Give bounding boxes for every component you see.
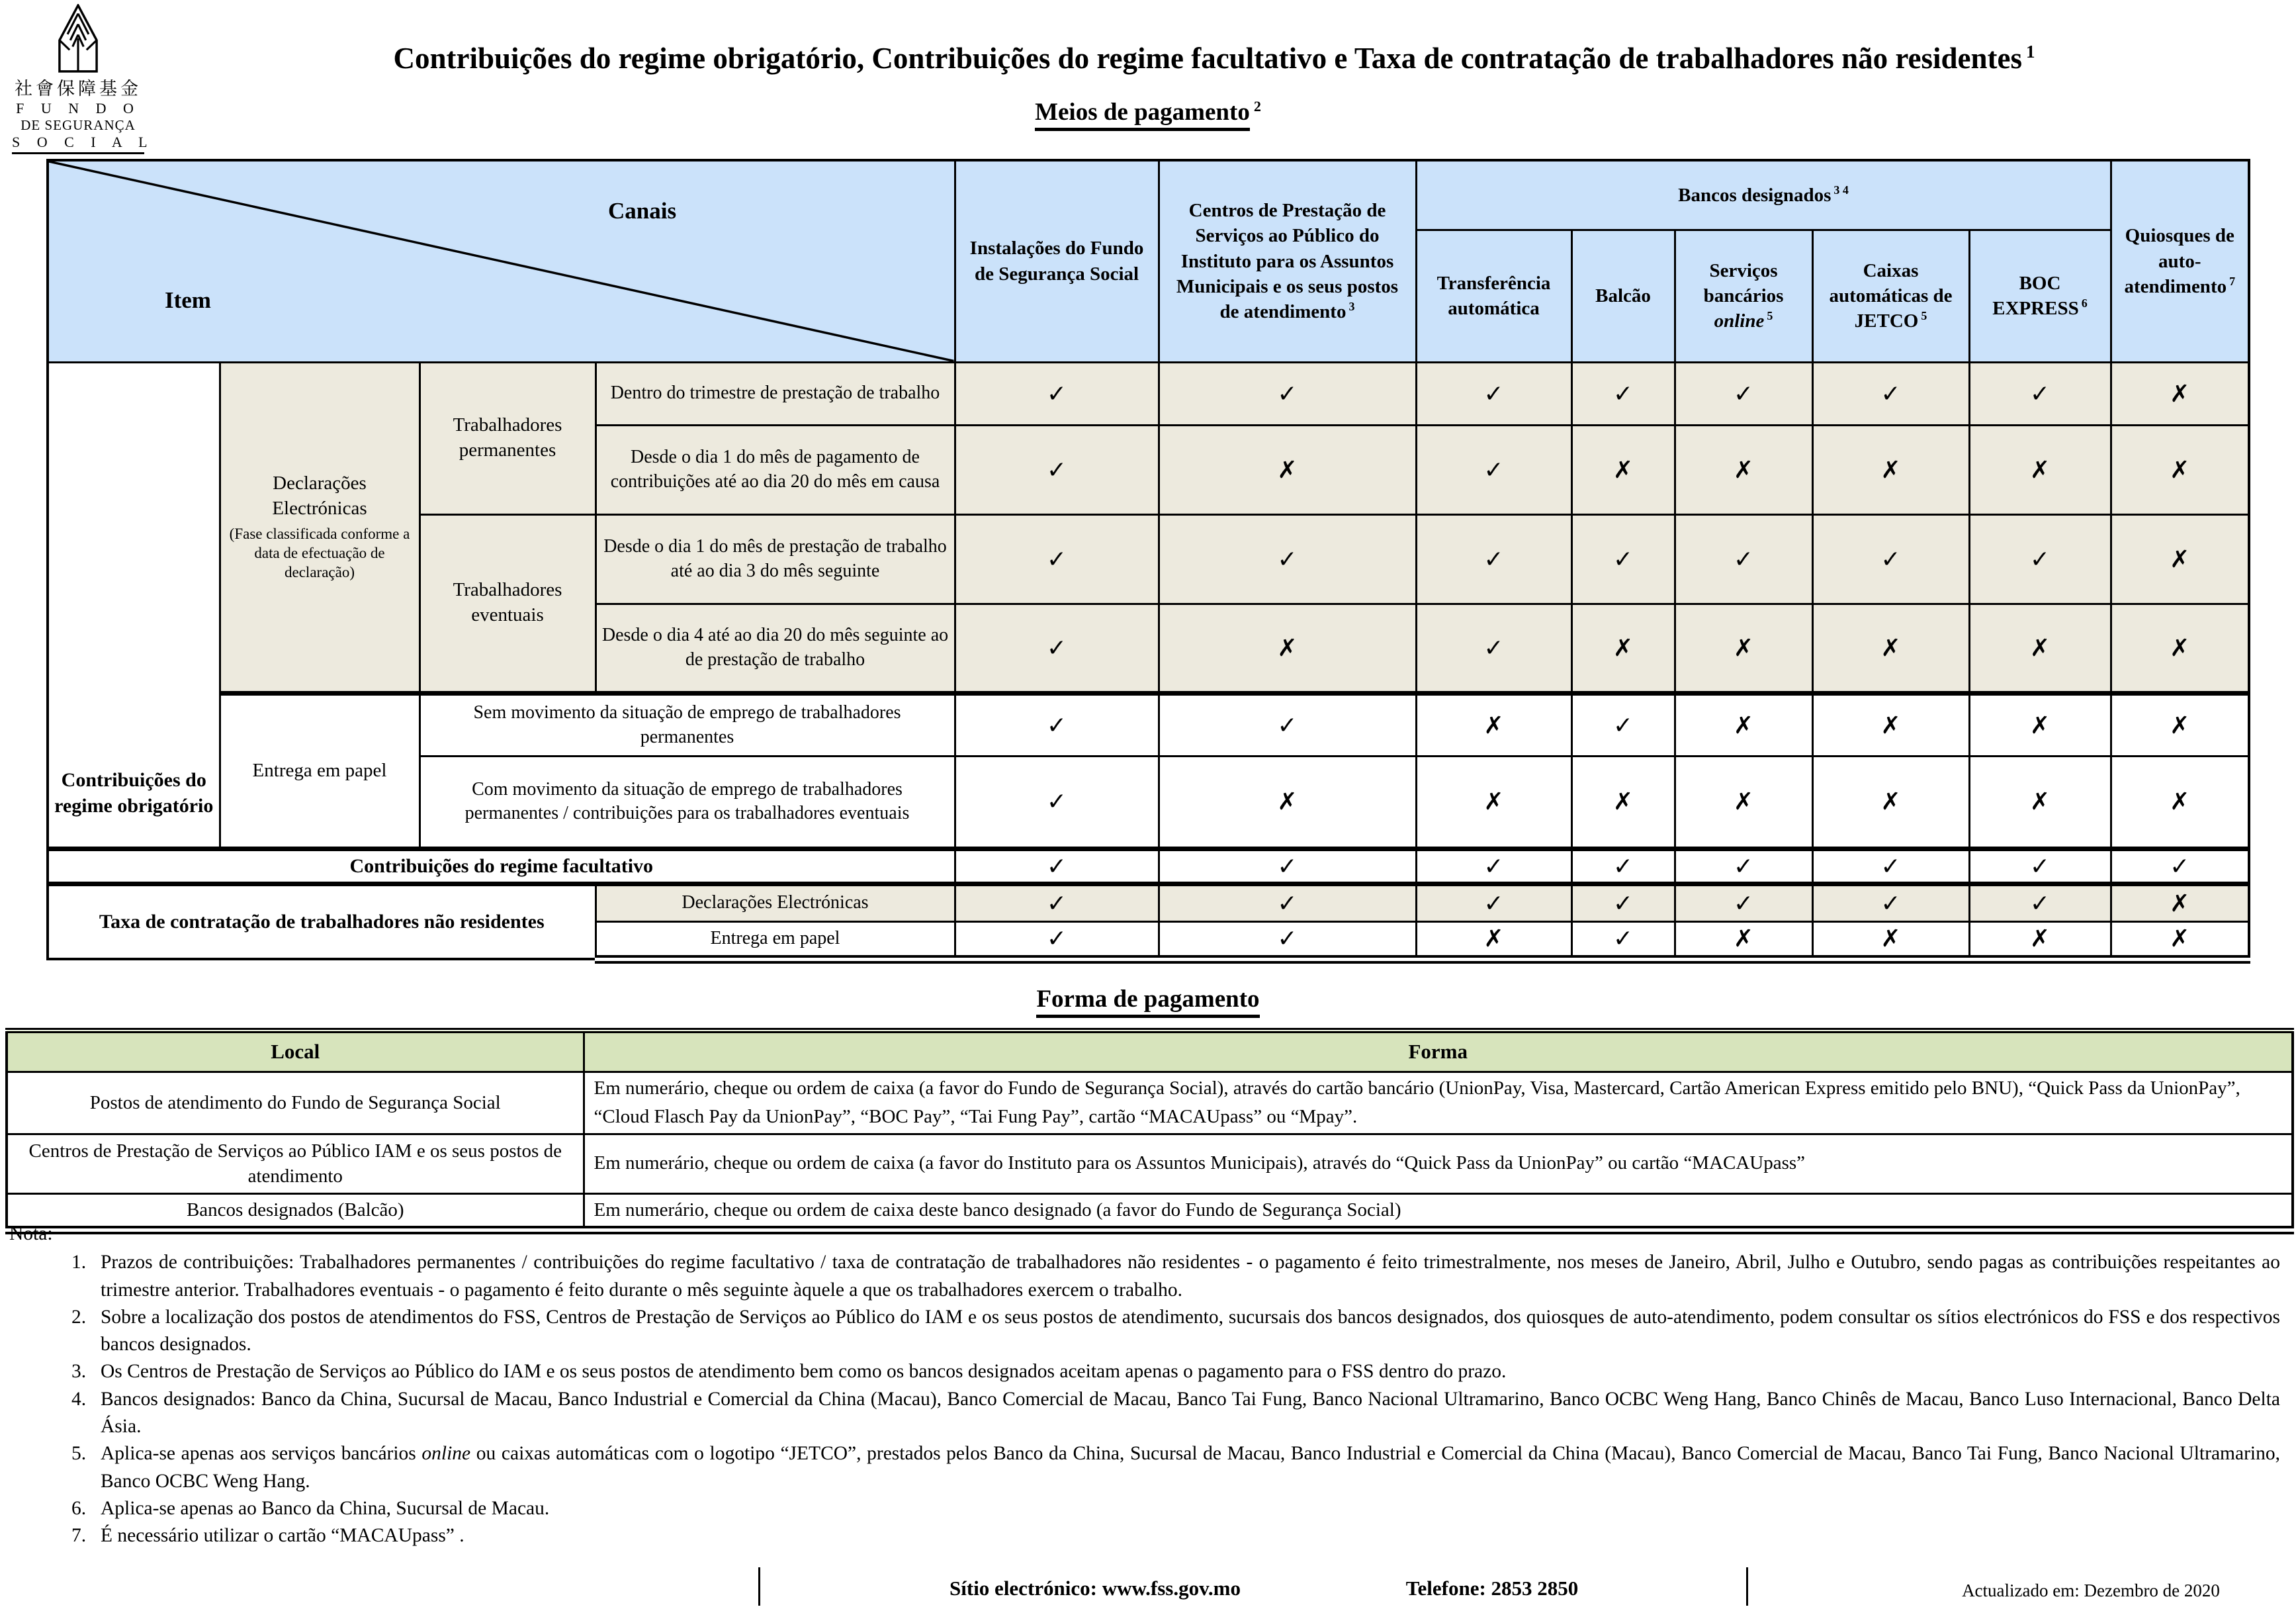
row-label-period: Desde o dia 1 do mês de pagamento de contribuições até ao dia 20 do mês em causa: [596, 425, 955, 514]
row-label-taxa-declaracoes: Declarações Electrónicas: [596, 884, 955, 921]
mark-cell: ✗: [2111, 514, 2249, 604]
note-number: 3.: [71, 1361, 87, 1383]
mark-cell: ✓: [1159, 921, 1416, 959]
payment-form-table: [5, 1028, 2294, 1234]
row-label-period: Dentro do trimestre de prestação de trabalho: [596, 362, 955, 425]
note-number: 4.: [71, 1388, 87, 1410]
col-header-iam-text: Centros de Prestação de Serviços ao Público do Instituto para os Assuntos Municipais e os seus postos de atendimento: [1176, 200, 1399, 323]
mark-cell: ✓: [1159, 693, 1416, 756]
col-header-jetco: [1812, 230, 1969, 362]
mark-cell: ✗: [1675, 756, 1812, 849]
row-label-regime-obrigatorio: Contribuições do regime obrigatório: [48, 362, 220, 849]
mark-cell: ✓: [1416, 884, 1571, 921]
note-text: Prazos de contribuições: Trabalhadores permanentes / contribuições do regime facultativo / taxa de contratação de trabalhadores não residentes - o pagamento é feito trimestralmente, nos meses de Janeiro, Abril, Julho e Outubro, sendo pagas as contribuições respeitantes ao trimestre anterior. Trabalhadores eventuais - o pagamento é feito durante o mês seguinte àquele a que os trabalhadores exercem o trabalho.: [101, 1252, 2280, 1301]
mark-cell: ✓: [1969, 849, 2111, 884]
logo-fundo: F U N D O: [16, 100, 140, 116]
subtitle-footnote-ref: 2: [1253, 98, 1261, 115]
mark-cell: ✗: [1969, 921, 2111, 959]
col-header-transferencia-text: Transferência automática: [1436, 272, 1551, 319]
corner-item-label: Item: [165, 287, 211, 313]
col-header-iam: [1159, 160, 1416, 362]
note-item: [71, 1304, 2287, 1359]
mark-cell: ✓: [955, 884, 1159, 921]
forma-cell: Em numerário, cheque ou ordem de caixa (a favor do Instituto para os Assuntos Municipais), através do “Quick Pass da UnionPay” ou cartão “MACAUpass”: [584, 1134, 2293, 1193]
col-header-fss-text: Instalações do Fundo de Segurança Social: [969, 238, 1144, 285]
mark-cell: ✗: [2111, 921, 2249, 959]
mark-cell: ✓: [1416, 849, 1571, 884]
row-label-entrega-em-papel: Entrega em papel: [220, 693, 419, 849]
mark-cell: ✗: [1416, 756, 1571, 849]
note-text: Bancos designados: Banco da China, Sucursal de Macau, Banco Industrial e Comercial da China (Macau), Banco Comercial de Macau, Banco Tai Fung, Banco Nacional Ultramarino, Banco OCBC Weng Hang, Banco Chinês de Macau, Banco Luso Internacional, Banco Delta Ásia.: [101, 1388, 2280, 1438]
mark-cell: ✓: [1416, 604, 1571, 693]
mark-cell: ✓: [955, 604, 1159, 693]
row-label-regime-facultativo: Contribuições do regime facultativo: [48, 849, 955, 884]
col-header-fss: [955, 160, 1159, 362]
mark-cell: ✓: [1571, 693, 1675, 756]
mark-cell: ✗: [1675, 425, 1812, 514]
forma-cell: Em numerário, cheque ou ordem de caixa deste banco designado (a favor do Fundo de Segurança Social): [584, 1193, 2293, 1230]
col-header-boc-text: BOC EXPRESS: [1992, 272, 2079, 319]
mark-cell: ✓: [1812, 514, 1969, 604]
col-header-bancos: [1416, 160, 2111, 230]
note-number: 7.: [71, 1525, 87, 1547]
mark-cell: ✓: [1416, 425, 1571, 514]
col-header-local: Local: [7, 1031, 584, 1072]
note-text: [101, 1440, 2287, 1495]
mark-cell: ✗: [2111, 884, 2249, 921]
col-header-balcao: [1571, 230, 1675, 362]
mark-cell: ✗: [1416, 693, 1571, 756]
mark-cell: ✓: [1416, 362, 1571, 425]
forma-cell: Em numerário, cheque ou ordem de caixa (a favor do Fundo de Segurança Social), através do cartão bancário (UnionPay, Visa, Mastercard, Cartão American Express emitido pelo BNU), “Quick Pass da UnionPay”, “Cloud Flasch Pay da UnionPay”, “BOC Pay”, “Tai Fung Pay”, cartão “MACAUpass” ou “Mpay”.: [584, 1072, 2293, 1134]
mark-cell: ✗: [2111, 425, 2249, 514]
mark-cell: ✓: [955, 849, 1159, 884]
notes-section: [9, 1220, 2287, 1550]
note-text-italic: online: [421, 1443, 471, 1465]
payment-form-heading: [0, 985, 2296, 1013]
boc-footnote-ref: 6: [2081, 297, 2088, 310]
col-header-bancos-text: Bancos designados: [1678, 184, 1832, 206]
diagonal-divider-line: [49, 161, 954, 361]
mark-cell: ✓: [955, 425, 1159, 514]
local-cell: Postos de atendimento do Fundo de Segurança Social: [7, 1072, 584, 1134]
mark-cell: ✗: [1159, 425, 1416, 514]
mark-cell: ✓: [955, 362, 1159, 425]
mark-cell: ✓: [1571, 514, 1675, 604]
footer-divider-bar: [1746, 1567, 1748, 1606]
jetco-footnote-ref: 5: [1921, 309, 1927, 323]
mark-cell: ✓: [1675, 514, 1812, 604]
mark-cell: ✓: [1571, 921, 1675, 959]
note-item: [71, 1440, 2287, 1495]
mark-cell: ✗: [1812, 425, 1969, 514]
mark-cell: ✗: [1969, 425, 2111, 514]
mark-cell: ✗: [1969, 604, 2111, 693]
mark-cell: ✓: [1675, 362, 1812, 425]
local-cell: Bancos designados (Balcão): [7, 1193, 584, 1230]
mark-cell: ✓: [1812, 849, 1969, 884]
mark-cell: ✗: [1416, 921, 1571, 959]
declaracoes-label-note: (Fase classificada conforme a data de efectuação de declaração): [229, 525, 410, 581]
mark-cell: ✗: [1812, 604, 1969, 693]
mark-cell: ✓: [1159, 849, 1416, 884]
note-text: Aplica-se apenas ao Banco da China, Sucursal de Macau.: [101, 1497, 550, 1519]
col-header-online: [1675, 230, 1812, 362]
mark-cell: ✓: [955, 693, 1159, 756]
col-header-jetco-text: Caixas automáticas de JETCO: [1829, 259, 1953, 332]
mark-cell: ✓: [1571, 849, 1675, 884]
mark-cell: ✓: [1571, 362, 1675, 425]
mark-cell: ✗: [1969, 693, 2111, 756]
col-header-boc: [1969, 230, 2111, 362]
mark-cell: ✓: [955, 756, 1159, 849]
mark-cell: ✓: [1812, 362, 1969, 425]
note-item: [71, 1249, 2287, 1304]
mark-cell: ✗: [1675, 921, 1812, 959]
mark-cell: ✗: [1571, 604, 1675, 693]
iam-footnote-ref: 3: [1348, 300, 1355, 314]
row-label-trabalhadores-eventuais: Trabalhadores eventuais: [419, 514, 596, 693]
mark-cell: ✗: [1812, 693, 1969, 756]
mark-cell: ✗: [1812, 756, 1969, 849]
mark-cell: ✓: [1416, 514, 1571, 604]
row-label-taxa-entrega: Entrega em papel: [596, 921, 955, 959]
quiosques-footnote-ref: 7: [2229, 275, 2236, 289]
page-title-text: Contribuições do regime obrigatório, Contribuições do regime facultativo e Taxa de contratação de trabalhadores não residentes: [393, 42, 2022, 75]
col-header-transferencia: [1416, 230, 1571, 362]
mark-cell: ✓: [2111, 849, 2249, 884]
mark-cell: ✓: [955, 921, 1159, 959]
mark-cell: ✗: [1675, 604, 1812, 693]
logo-seguranca: DE SEGURANÇA: [21, 117, 136, 133]
row-label-period: Sem movimento da situação de emprego de trabalhadores permanentes: [419, 693, 955, 756]
online-footnote-ref: 5: [1767, 309, 1773, 323]
mark-cell: ✓: [1159, 884, 1416, 921]
note-text-rest: ou caixas automáticas com o logotipo “JETCO”, prestados pelos Banco da China, Sucursal de Macau, Banco Industrial e Comercial da China (Macau), Banco Comercial de Macau, Banco Tai Fung, Banco Nacional Ultramarino, Banco OCBC Weng Hang.: [101, 1443, 2280, 1492]
row-label-period: Desde o dia 4 até ao dia 20 do mês seguinte ao de prestação de trabalho: [596, 604, 955, 693]
note-number: 6.: [71, 1497, 87, 1519]
fss-logo-mark: [25, 4, 131, 73]
note-number: 2.: [71, 1306, 87, 1328]
mark-cell: ✓: [955, 514, 1159, 604]
declaracoes-label-text: Declarações Electrónicas: [272, 473, 367, 519]
notes-label: Nota:: [9, 1223, 53, 1244]
mark-cell: ✗: [1571, 756, 1675, 849]
payment-means-table: [46, 159, 2250, 964]
note-text: Sobre a localização dos postos de atendimentos do FSS, Centros de Prestação de Serviços ao Público do IAM e os seus postos de atendimento, sucursais dos bancos designados, dos quiosques de auto-atendimento, podem consultar os sítios electrónicos do FSS e dos respectivos bancos designados.: [101, 1306, 2280, 1356]
fss-logo: [12, 4, 154, 154]
page-title: [159, 41, 2270, 75]
mark-cell: ✓: [1812, 884, 1969, 921]
mark-cell: ✓: [1675, 884, 1812, 921]
corner-cell: [48, 160, 955, 362]
mark-cell: ✓: [1969, 884, 2111, 921]
col-header-balcao-text: Balcão: [1595, 285, 1651, 306]
mark-cell: ✗: [2111, 604, 2249, 693]
mark-cell: ✓: [1159, 514, 1416, 604]
payment-form-heading-text: Forma de pagamento: [1036, 986, 1259, 1018]
footer-phone: Telefone: 2853 2850: [1405, 1577, 1579, 1600]
title-footnote-ref: 1: [2026, 42, 2035, 62]
row-label-declaracoes-electronicas: [220, 362, 419, 693]
mark-cell: ✗: [2111, 756, 2249, 849]
row-label-taxa-contratacao: Taxa de contratação de trabalhadores não residentes: [48, 884, 596, 959]
mark-cell: ✗: [1571, 425, 1675, 514]
col-header-forma: Forma: [584, 1031, 2293, 1072]
note-item: [71, 1522, 2287, 1549]
logo-chinese-name: 社會保障基金: [15, 79, 142, 99]
local-cell: Centros de Prestação de Serviços ao Público IAM e os seus postos de atendimento: [7, 1134, 584, 1193]
footer-website: Sítio electrónico: www.fss.gov.mo: [949, 1577, 1241, 1600]
note-text-prefix: Aplica-se apenas aos serviços bancários: [101, 1443, 422, 1465]
footer-divider-bar: [758, 1567, 760, 1606]
footer-updated-date: Actualizado em: Dezembro de 2020: [1962, 1581, 2220, 1600]
mark-cell: ✗: [1159, 756, 1416, 849]
col-header-quiosques: [2111, 160, 2249, 362]
mark-cell: ✗: [2111, 362, 2249, 425]
col-header-online-text: Serviços bancários: [1703, 259, 1784, 306]
mark-cell: ✓: [1159, 362, 1416, 425]
note-item: [71, 1495, 2287, 1522]
note-item: [71, 1386, 2287, 1441]
payment-means-heading-text: Meios de pagamento: [1035, 99, 1250, 131]
mark-cell: ✗: [1675, 693, 1812, 756]
payment-means-heading: [0, 98, 2296, 126]
mark-cell: ✗: [1159, 604, 1416, 693]
note-text: Os Centros de Prestação de Serviços ao Público do IAM e os seus postos de atendimento bem como os bancos designados aceitam apenas o pagamento para o FSS dentro do prazo.: [101, 1361, 1507, 1383]
mark-cell: ✗: [1812, 921, 1969, 959]
mark-cell: ✗: [1969, 756, 2111, 849]
note-text: É necessário utilizar o cartão “MACAUpass” .: [101, 1525, 464, 1547]
mark-cell: ✓: [1969, 514, 2111, 604]
note-number: 5.: [71, 1443, 87, 1465]
col-header-online-italic: online: [1714, 310, 1765, 332]
row-label-period: Desde o dia 1 do mês de prestação de trabalho até ao dia 3 do mês seguinte: [596, 514, 955, 604]
mark-cell: ✗: [2111, 693, 2249, 756]
bancos-footnote-ref: 3 4: [1833, 183, 1849, 197]
mark-cell: ✓: [1969, 362, 2111, 425]
col-header-quiosques-text: Quiosques de auto-atendimento: [2124, 225, 2234, 297]
note-number: 1.: [71, 1252, 87, 1273]
mark-cell: ✓: [1675, 849, 1812, 884]
row-label-trabalhadores-permanentes: Trabalhadores permanentes: [419, 362, 596, 514]
mark-cell: ✓: [1571, 884, 1675, 921]
row-label-period: Com movimento da situação de emprego de trabalhadores permanentes / contribuições para os trabalhadores eventuais: [419, 756, 955, 849]
logo-social: S O C I A L: [12, 134, 144, 154]
corner-canais-label: Canais: [608, 198, 677, 224]
note-item: [71, 1358, 2287, 1385]
